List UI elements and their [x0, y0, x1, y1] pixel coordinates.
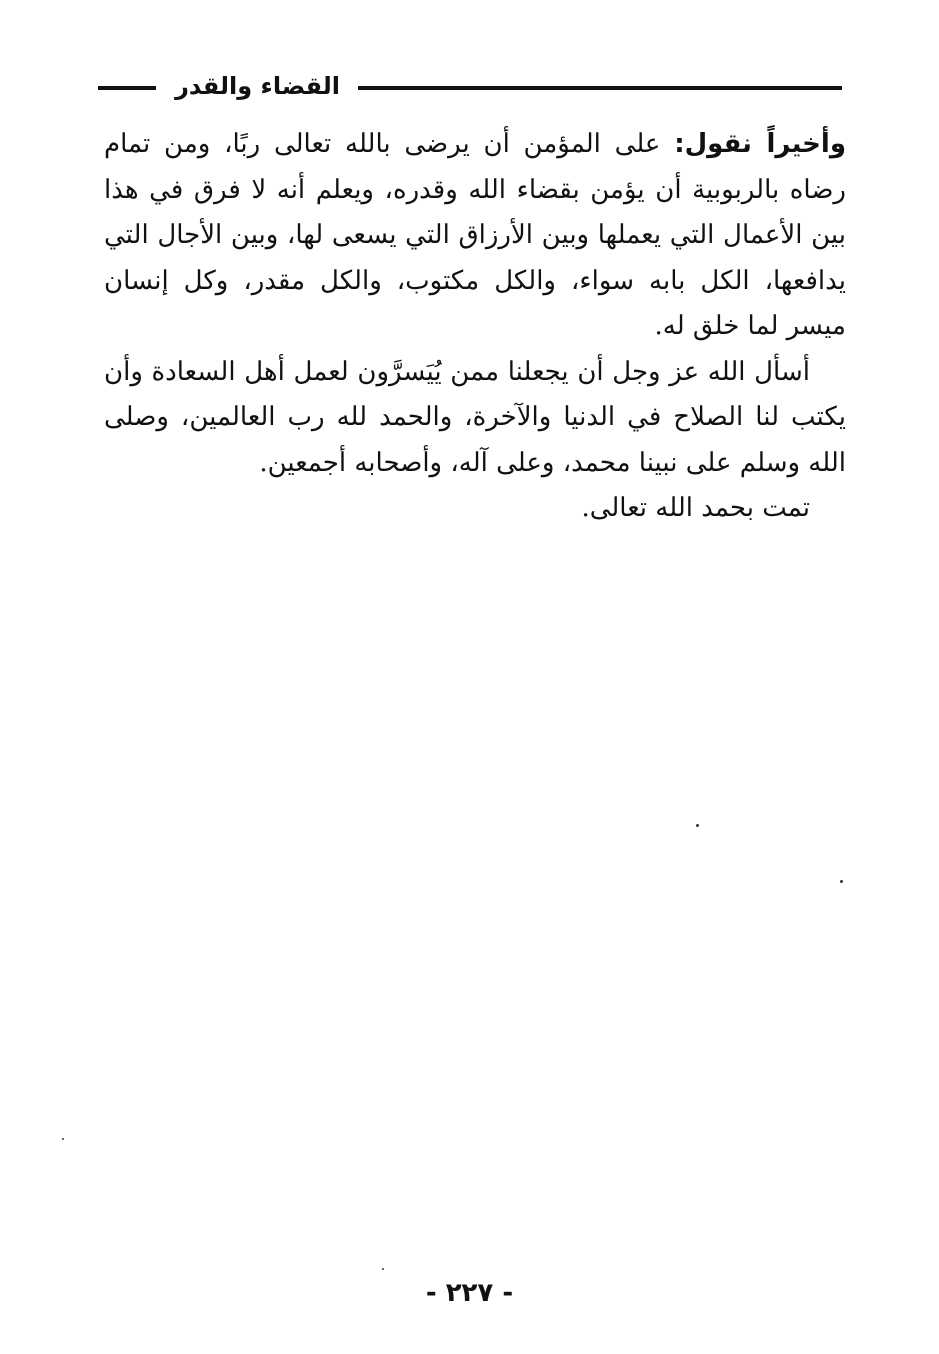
header-title: القضاء والقدر [175, 72, 340, 100]
header-rule-left [98, 86, 156, 90]
scan-speck [696, 824, 699, 827]
running-header [98, 66, 842, 106]
scan-speck [840, 880, 843, 883]
paragraph-prayer: أسأل الله عز وجل أن يجعلنا ممن يُيَسرَّون لعمل أهل السعادة وأن يكتب لنا الصلاح في الدنيا والآخرة، والحمد لله رب العالمين، وصلى الله وسلم على نبينا محمد، وعلى آله، وأصحابه أجمعين. [104, 356, 846, 478]
scan-speck [382, 1268, 384, 1270]
closing-line: تمت بحمد الله تعالى. [581, 493, 810, 523]
scan-speck [62, 1138, 64, 1140]
paragraph-lead: وأخيراً نقول: [674, 129, 846, 159]
page-body [104, 122, 846, 532]
header-rule-right [358, 86, 842, 90]
page-number: - ٢٢٧ - [425, 1278, 514, 1308]
paragraph-conclusion [104, 122, 846, 350]
paragraph-text: على المؤمن أن يرضى بالله تعالى ربًا، ومن تمام رضاه بالربوبية أن يؤمن بقضاء الله وقدره، ويعلم أنه لا فرق في هذا بين الأعمال التي يعملها وبين الأرزاق التي يسعى لها، وبين الأجال التي يدافعها، الكل بابه سواء، والكل مكتوب، والكل مقدر، وكل إنسان ميسر لما خلق له. [104, 129, 846, 341]
